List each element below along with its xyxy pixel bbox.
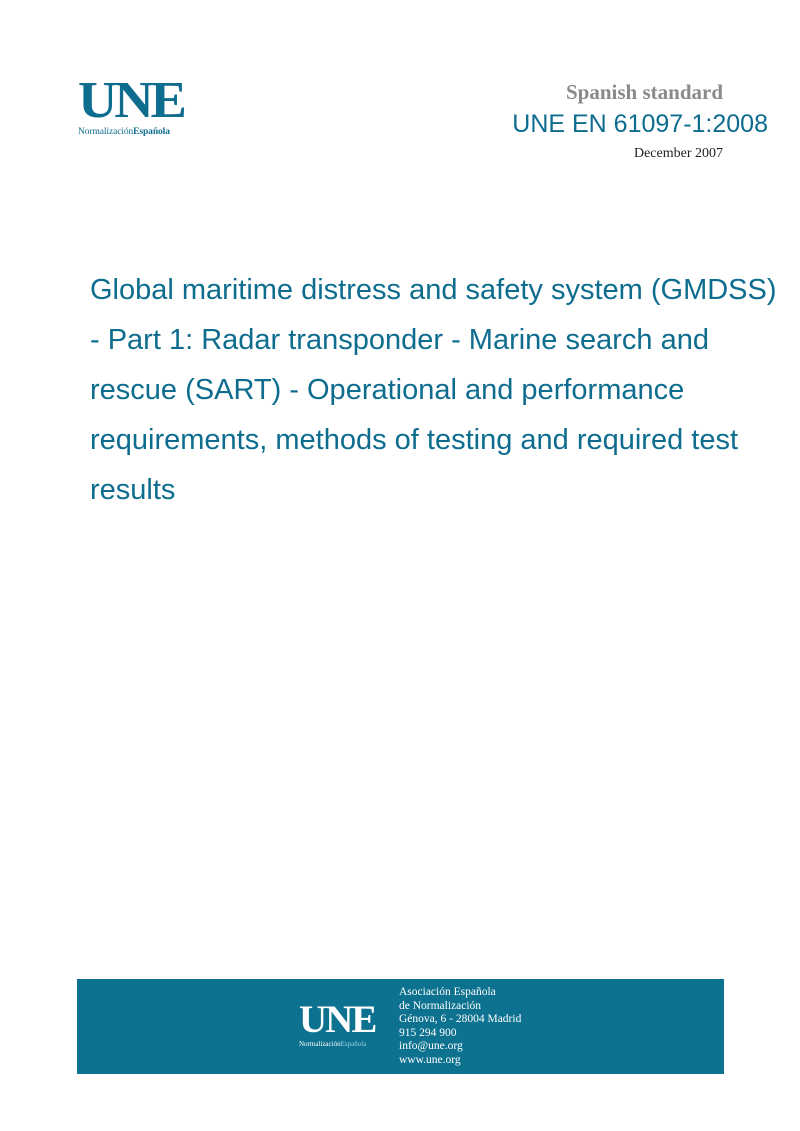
footer-logo-subtitle — [299, 1040, 379, 1048]
une-logo-sub-left: Normalización — [78, 127, 134, 137]
standard-date: December 2007 — [633, 146, 723, 161]
footer-logo-mark: UNE — [299, 998, 376, 1041]
footer-org-line1: Asociación Española — [399, 986, 496, 998]
footer-band — [77, 979, 724, 1074]
footer-une-logo — [299, 998, 379, 1048]
standard-kind: Spanish standard — [566, 80, 723, 104]
une-logo-mark: UNE — [78, 72, 184, 129]
footer-web[interactable]: www.une.org — [399, 1053, 461, 1066]
footer-address: Génova, 6 - 28004 Madrid — [399, 1013, 522, 1025]
standard-header — [512, 80, 768, 163]
footer-logo-sub-right: Española — [340, 1040, 367, 1048]
footer-org-line2: de Normalización — [399, 999, 482, 1012]
une-logo — [78, 72, 196, 137]
footer-email[interactable]: info@une.org — [399, 1040, 463, 1052]
document-title: Global maritime distress and safety system (GMDSS) - Part 1: Radar transponder - Marine search and rescue (SART) - Operational and performance requirements, methods of testing and required test results — [90, 274, 777, 506]
footer-logo-sub-left: Normalización — [299, 1040, 341, 1048]
footer-contact — [399, 986, 521, 1067]
footer-phone: 915 294 900 — [399, 1026, 457, 1039]
standard-code: UNE EN 61097-1:2008 — [512, 110, 768, 138]
une-logo-sub-right: Española — [133, 127, 170, 137]
